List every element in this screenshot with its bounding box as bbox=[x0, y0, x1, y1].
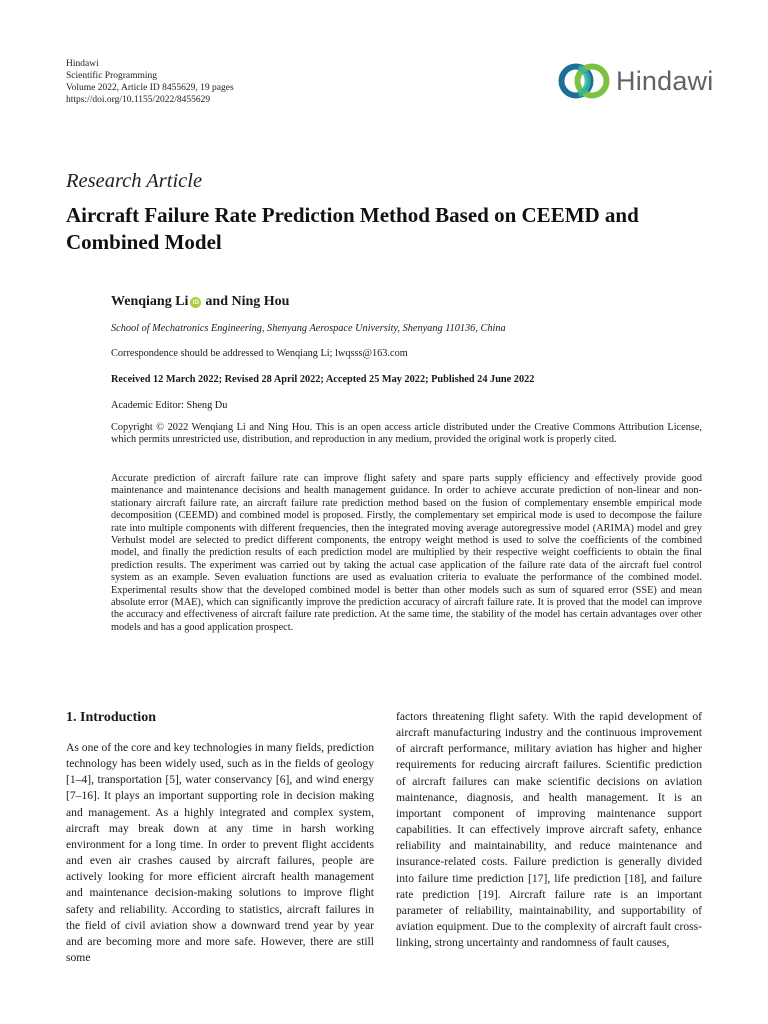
affiliation: School of Mechatronics Engineering, Shenyang Aerospace University, Shenyang 110136, China bbox=[111, 323, 506, 334]
academic-editor: Academic Editor: Sheng Du bbox=[111, 400, 228, 411]
volume-info: Volume 2022, Article ID 8455629, 19 pages bbox=[66, 83, 234, 93]
journal-name: Scientific Programming bbox=[66, 71, 158, 81]
body-column-right: factors threatening flight safety. With the rapid development of aircraft manufacturing industry and the continuous improvement of aircraft performance, military aviation has higher and higher requirements for reducing aircraft failures. Scientific prediction of aircraft failures can make scientific decisions on aviation maintenance, diagnosis, and health management. It is an important component of improving maintenance support capabilities. It can effectively improve aircraft safety, enhance reliability and maintainability, and reduce maintenance and insurance-related costs. Failure prediction is generally divided into failure time prediction [17], life prediction [18], and failure rate prediction [19]. Aircraft failure rate is an important parameter of reliability, maintainability, and supportability of aviation equipment. Due to the complexity of aircraft fault cross-linking, strong uncertainty and randomness of fault causes, bbox=[396, 710, 702, 950]
hindawi-rings-icon bbox=[556, 61, 612, 101]
hindawi-logo[interactable] bbox=[556, 60, 713, 102]
logo-wordmark: Hindawi bbox=[616, 65, 714, 96]
author-name-rest[interactable]: and Ning Hou bbox=[205, 294, 290, 309]
author-list bbox=[111, 294, 289, 310]
body-column-left: As one of the core and key technologies in many fields, prediction technology has been widely used, such as in the fields of geology [1–4], transportation [5], water conservancy [6], and wind energy [7–16]. It plays an important supporting role in decision making and management. As a highly integrated and complex system, aircraft may break down at any time in harsh working environment for a long time. In order to prevent flight accidents and even air crashes caused by aircraft failures, people are actively looking for more efficient aircraft health management and maintenance decision-making solutions to improve flight safety and reliability. According to statistics, aircraft failures in the field of civil aviation show a downward trend year by year and are becoming more and more safe. However, there are still some bbox=[66, 741, 374, 965]
publication-dates: Received 12 March 2022; Revised 28 April 2022; Accepted 25 May 2022; Published 24 June 2022 bbox=[111, 374, 535, 385]
article-type: Research Article bbox=[66, 170, 203, 192]
publisher-name: Hindawi bbox=[66, 59, 99, 69]
author-name[interactable]: Wenqiang Li bbox=[111, 294, 189, 309]
section-heading: 1. Introduction bbox=[66, 710, 156, 725]
correspondence: Correspondence should be addressed to Wenqiang Li; lwqsss@163.com bbox=[111, 348, 408, 359]
copyright-notice: Copyright © 2022 Wenqiang Li and Ning Hou. This is an open access article distributed under the Creative Commons Attribution License, which permits unrestricted use, distribution, and reproduction in any medium, provided the original work is properly cited. bbox=[111, 422, 702, 446]
abstract: Accurate prediction of aircraft failure rate can improve flight safety and spare parts supply efficiency and effectively provide good maintenance and maintenance decisions and health management guidance. In order to achieve accurate prediction of non-linear and non-stationary aircraft failure rate, an aircraft failure rate prediction method based on the fusion of complementary ensemble empirical mode decomposition (CEEMD) and combined model is proposed. Firstly, the complementary set empirical mode is used to decompose the failure rate into multiple components with different frequencies, then the integrated moving average autoregressive model (ARIMA) model and grey Verhulst model are selected to predict different components, the entropy weight method is used to solve the coefficients of the combined model, and finally the prediction results of each prediction model are multiplied by their respective weight coefficients to obtain the final prediction results. The experiment was carried out by taking the actual case application of the failure rate data of the aircraft fuel control system as an example. Seven evaluation functions are used as evaluation criteria to evaluate the performance of the combined model. Experimental results show that the developed combined model is better than other models such as sum of squared error (SSE) and mean absolute error (MAE), which can significantly improve the prediction accuracy of aircraft failure rate. It is proved that the model can improve the accuracy and effectiveness of aircraft failure rate prediction. At the same time, the stability of the model has certain advantages over other models and has a good application prospect. bbox=[111, 473, 702, 633]
article-title: Aircraft Failure Rate Prediction Method Based on CEEMD and Combined Model bbox=[66, 203, 639, 254]
doi-link[interactable]: https://doi.org/10.1155/2022/8455629 bbox=[66, 95, 211, 105]
orcid-icon[interactable]: iD bbox=[190, 297, 201, 308]
article-metadata bbox=[66, 58, 234, 106]
